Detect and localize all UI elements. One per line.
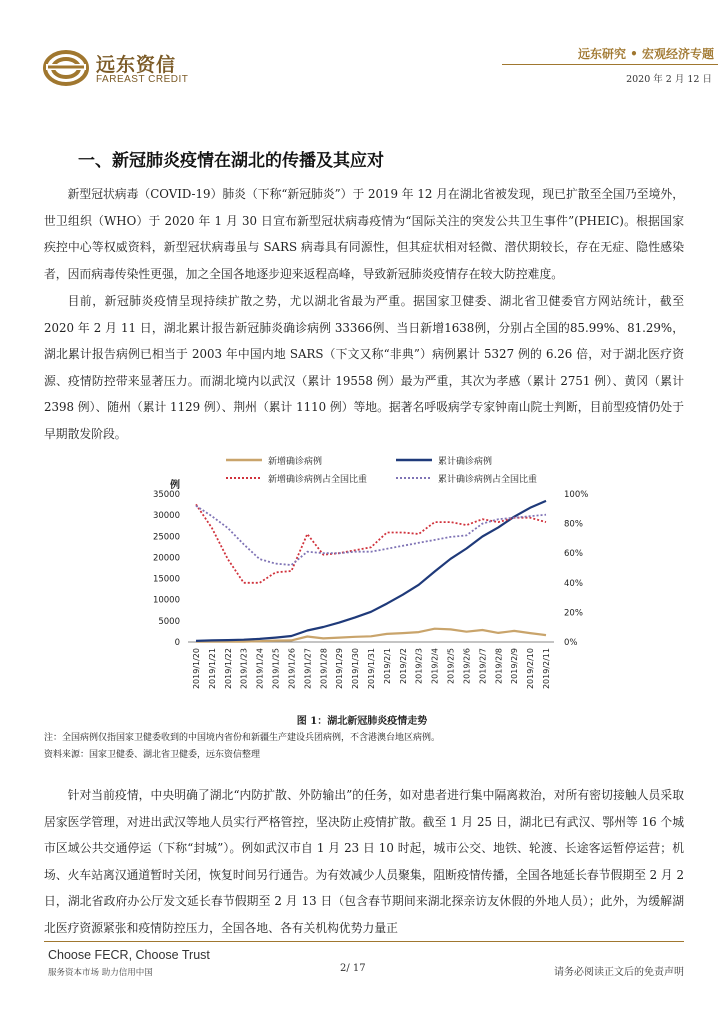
y-left-tick-label: 10000 [152,595,180,606]
x-tick-label: 2019/2/2 [398,648,408,684]
report-date: 2020 年 2 月 12 日 [626,74,712,85]
paragraph-text: 目前，新冠肺炎疫情呈现持续扩散之势，尤以湖北省最为严重。据国家卫健委、湖北省卫健委官方网站统计，截至 2020 年 2 月 11 日，湖北累计报告新冠肺炎确诊病例 33366例、当日新增1638例，分别占全国的85.99%、81.29%，湖北累计报告病例已相当于 2003 年中国内地 SARS（下文又称“非典”）病例累计 5327 例的 6.26 倍，对于湖北医疗资源、疫情防控带来显著压力。而湖北境内以武汉（累计 19558 例）最为严重，其次为孝感（累计 2751 例）、黄冈（累计 2398 例）、随州（累计 1129 例）、荆州（累计 1110 例）等地。据著名呼吸病学专家钟南山院士判断，目前型疫情仍处于早期散发阶段。 [44,294,684,441]
y-left-tick-label: 25000 [152,532,180,543]
paragraph-text: 针对当前疫情，中央明确了湖北“内防扩散、外防输出”的任务，如对患者进行集中隔离救治，对所有密切接触人员采取居家医学管理，对进出武汉等地人员实行严格管控，坚决防止疫情扩散。截至 1 月 25 日，湖北已有武汉、鄂州等 16 个城市区域公共交通停运（下称“封城”）。例如武汉市自 1 月 23 日 10 时起，城市公交、地铁、轮渡、长途客运暂停运营；机场、火车站离汉通道暂时关闭，恢复时间另行通告。为有效减少人员聚集，阻断疫情传播，全国各地延长春节假期至 2 月 2 日，湖北省政府办公厅发文延长春节假期至 2 月 13 日（包含春节期间来湖北探亲访友休假的外地人员）；此外，为缓解湖北医疗资源紧张和疫情防控压力，全国各地、各有关机构优势力量正 [44,788,684,935]
x-tick-label: 2019/1/20 [191,648,201,690]
x-tick-label: 2019/2/11 [542,648,552,690]
figure-note: 注：全国病例仅指国家卫健委收到的中国境内省份和新疆生产建设兵团病例，不含港澳台地区病例。 [44,733,441,743]
page-header [0,0,724,100]
x-tick-label: 2019/1/29 [335,648,345,690]
series-line [196,506,546,565]
paragraph-text: 新型冠状病毒（COVID-19）肺炎（下称“新冠肺炎”）于 2019 年 12 月在湖北省被发现，现已扩散至全国乃至境外，世卫组织（WHO）于 2020 年 1 月 30 日宣布新型冠状病毒疫情为“国际关注的突发公共卫生事件”(PHEIC)。根据国家疾控中心等权威资料，新型冠状病毒虽与 SARS 病毒具有同源性，但其症状相对轻微、潜伏期较长，存在无症、隐性感染者，因而病毒传染性更强，加之全国各地逐步迎来返程高峰，导致新冠肺炎疫情存在较大防控难度。 [44,187,684,281]
x-tick-label: 2019/1/24 [255,648,265,690]
x-tick-label: 2019/2/1 [382,648,392,684]
fareast-logo-icon [42,48,90,88]
epidemic-trend-chart [140,448,590,706]
x-tick-label: 2019/1/26 [287,648,297,690]
y-right-tick-label: 80% [564,519,583,530]
series-line [196,501,546,641]
x-tick-label: 2019/2/3 [414,648,424,684]
y-left-tick-label: 35000 [152,490,180,500]
x-tick-label: 2019/2/10 [526,648,536,690]
logo-en-text: FAREAST CREDIT [96,74,189,85]
x-tick-label: 2019/1/21 [207,648,217,690]
legend-label: 新增确诊病例占全国比重 [268,475,368,485]
y-right-tick-label: 20% [564,608,583,619]
y-left-tick-label: 0 [174,638,180,648]
legend-label: 新增确诊病例 [268,457,323,467]
x-tick-label: 2019/1/25 [271,648,281,690]
legend-label: 累计确诊病例 [438,457,493,467]
x-tick-label: 2019/1/28 [319,648,329,690]
series-line [196,504,546,582]
footer-rule [44,941,684,942]
paragraph-1 [44,181,684,287]
footer-disclaimer: 请务必阅读正文后的免责声明 [554,967,684,978]
x-tick-label: 2019/2/9 [510,648,520,684]
x-tick-label: 2019/1/22 [223,648,233,690]
x-tick-label: 2019/1/23 [239,648,249,690]
page-number: 2/ 17 [340,963,366,974]
y-right-tick-label: 0% [564,638,578,648]
x-tick-label: 2019/1/27 [303,648,313,690]
x-tick-label: 2019/1/31 [367,648,376,690]
x-tick-label: 2019/2/8 [494,648,504,684]
report-series: 远东研究 • 宏观经济专题 [577,47,714,61]
x-tick-label: 2019/2/7 [478,648,488,684]
y-right-tick-label: 60% [564,549,583,560]
figure-source: 资料来源：国家卫健委、湖北省卫健委，远东资信整理 [44,750,261,760]
x-tick-label: 2019/2/4 [430,648,440,684]
section-title: 一、新冠肺炎疫情在湖北的传播及其应对 [78,151,384,171]
legend-label: 累计确诊病例占全国比重 [438,475,538,485]
y-left-tick-label: 30000 [152,511,180,522]
x-tick-label: 2019/1/30 [351,648,361,690]
x-tick-label: 2019/2/6 [462,648,472,684]
header-rule [502,64,718,65]
y-axis-unit-label: 例 [170,480,180,491]
paragraph-3 [44,782,684,941]
figure-caption: 图 1：湖北新冠肺炎疫情走势 [296,716,428,727]
footer-subtitle: 服务资本市场 助力信用中国 [48,968,153,978]
y-left-tick-label: 15000 [152,574,180,585]
y-right-tick-label: 100% [564,490,589,500]
y-right-tick-label: 40% [564,578,583,589]
logo-cn-text: 远东资信 [96,54,177,76]
paragraph-2 [44,288,684,447]
chart-svg [140,448,590,706]
y-left-tick-label: 5000 [158,616,180,627]
y-left-tick-label: 20000 [152,553,180,564]
x-tick-label: 2019/2/5 [446,648,456,684]
footer-slogan: Choose FECR, Choose Trust [48,948,210,962]
